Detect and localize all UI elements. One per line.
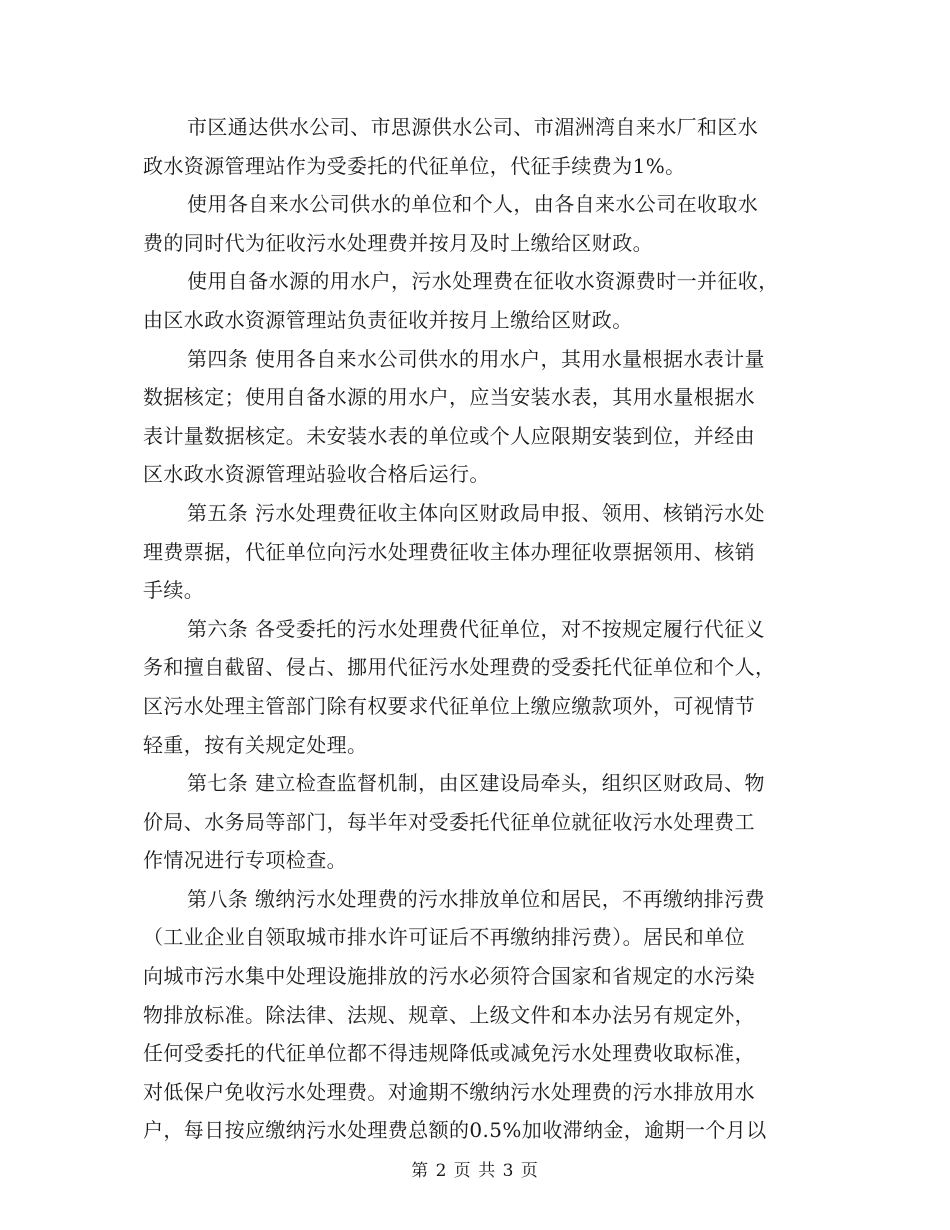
text-line: 费的同时代为征收污水处理费并按月及时上缴给区财政。: [143, 230, 653, 255]
text-line: 向城市污水集中处理设施排放的污水必须符合国家和省规定的水污染: [143, 964, 755, 989]
paragraph-tap-water-users: [143, 185, 807, 262]
article-8: [143, 880, 807, 1150]
text-line: 户，每日按应缴纳污水处理费总额的0.5%加收滞纳金，逾期一个月以: [143, 1118, 767, 1143]
article-7: [143, 764, 807, 880]
text-line: （工业企业自领取城市排水许可证后不再缴纳排污费）。居民和单位: [143, 925, 745, 950]
text-line: 政水资源管理站作为受委托的代征单位，代征手续费为1%。: [143, 153, 686, 178]
text-line: 使用自备水源的用水户，污水处理费在征收水资源费时一并征收，: [187, 269, 779, 294]
paragraph-self-supply-users: [143, 262, 807, 339]
text-line: 第五条 污水处理费征收主体向区财政局申报、领用、核销污水处: [187, 500, 765, 525]
document-body: [143, 108, 807, 1150]
text-line: 第四条 使用各自来水公司供水的用水户，其用水量根据水表计量: [187, 346, 765, 371]
text-line: 表计量数据核定。未安装水表的单位或个人应限期安装到位，并经由: [143, 423, 755, 448]
article-4: [143, 340, 807, 494]
text-line: 第七条 建立检查监督机制，由区建设局牵头，组织区财政局、物: [187, 771, 765, 796]
text-line: 第八条 缴纳污水处理费的污水排放单位和居民，不再缴纳排污费: [187, 886, 765, 911]
page-number-footer: 第 2 页 共 3 页: [411, 1161, 539, 1181]
text-line: 使用各自来水公司供水的单位和个人，由各自来水公司在收取水: [187, 192, 759, 217]
text-line: 作情况进行专项检查。: [143, 848, 347, 873]
text-line: 任何受委托的代征单位都不得违规降低或减免污水处理费收取标准，: [143, 1041, 755, 1066]
text-line: 手续。: [143, 578, 205, 603]
article-5: [143, 494, 807, 610]
text-line: 区水政水资源管理站验收合格后运行。: [143, 462, 490, 487]
text-line: 第六条 各受委托的污水处理费代征单位，对不按规定履行代征义: [187, 616, 765, 641]
article-6: [143, 610, 807, 764]
text-line: 轻重，按有关规定处理。: [143, 732, 368, 757]
text-line: 物排放标准。除法律、法规、规章、上级文件和本办法另有规定外，: [143, 1002, 755, 1027]
text-line: 由区水政水资源管理站负责征收并按月上缴给区财政。: [143, 307, 633, 332]
text-line: 价局、水务局等部门，每半年对受委托代征单位就征收污水处理费工: [143, 809, 755, 834]
text-line: 对低保户免收污水处理费。对逾期不缴纳污水处理费的污水排放用水: [143, 1079, 755, 1104]
text-line: 务和擅自截留、侵占、挪用代征污水处理费的受委托代征单位和个人，: [143, 655, 776, 680]
text-line: 市区通达供水公司、市思源供水公司、市湄洲湾自来水厂和区水: [187, 115, 759, 139]
text-line: 理费票据，代征单位向污水处理费征收主体办理征收票据领用、核销: [143, 539, 755, 564]
text-line: 数据核定；使用自备水源的用水户，应当安装水表，其用水量根据水: [143, 385, 755, 410]
paragraph-agents: [143, 108, 807, 185]
text-line: 区污水处理主管部门除有权要求代征单位上缴应缴款项外，可视情节: [143, 693, 755, 718]
